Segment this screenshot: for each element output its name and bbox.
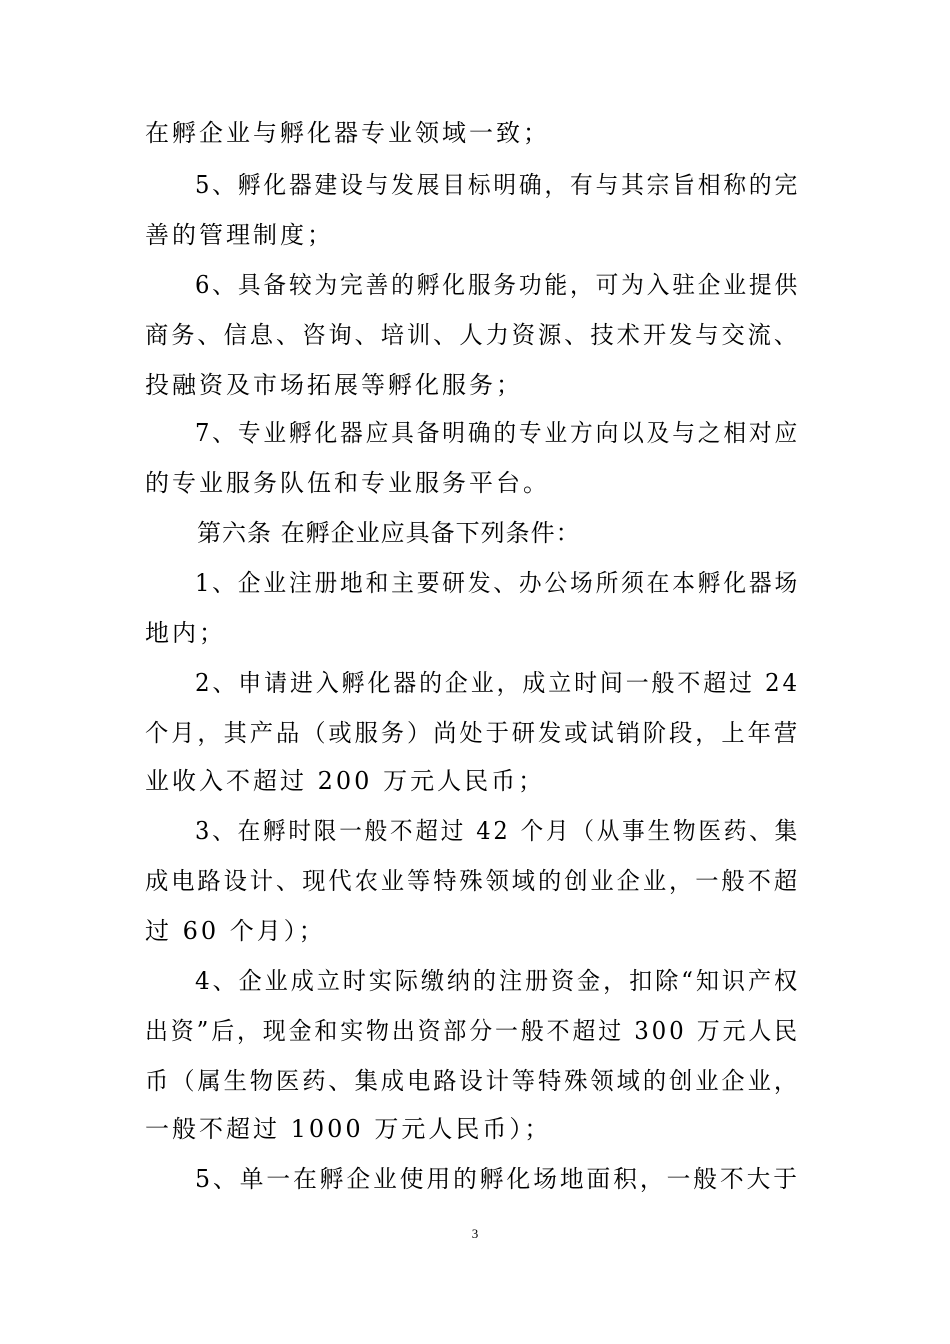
- text-line: 出资”后，现金和实物出资部分一般不超过 300 万元人民: [145, 1017, 800, 1045]
- text-line: 2、申请进入孵化器的企业，成立时间一般不超过 24: [195, 669, 800, 697]
- text-line: 善的管理制度；: [145, 221, 334, 249]
- text-line: 1、企业注册地和主要研发、办公场所须在本孵化器场: [195, 569, 801, 597]
- text-line: 过 60 个月）；: [145, 917, 326, 945]
- text-line: 的专业服务队伍和专业服务平台。: [145, 469, 550, 497]
- text-line: 投融资及市场拓展等孵化服务；: [145, 371, 523, 399]
- text-line: 6、具备较为完善的孵化服务功能，可为入驻企业提供: [195, 271, 801, 299]
- text-line: 在孵企业与孵化器专业领域一致；: [145, 119, 550, 147]
- page-number: 3: [471, 1226, 479, 1241]
- text-line: 币（属生物医药、集成电路设计等特殊领域的创业企业，: [145, 1067, 801, 1095]
- text-line: 个月，其产品（或服务）尚处于研发或试销阶段，上年营: [145, 719, 801, 747]
- text-line: 7、专业孵化器应具备明确的专业方向以及与之相对应: [195, 419, 801, 447]
- text-line: 商务、信息、咨询、培训、人力资源、技术开发与交流、: [145, 321, 801, 349]
- article-heading: 第六条 在孵企业应具备下列条件：: [197, 519, 581, 547]
- text-line: 地内；: [145, 619, 226, 647]
- text-line: 4、企业成立时实际缴纳的注册资金，扣除“知识产权: [195, 967, 801, 995]
- text-line: 3、在孵时限一般不超过 42 个月（从事生物医药、集: [195, 817, 801, 845]
- text-line: 5、单一在孵企业使用的孵化场地面积，一般不大于: [195, 1165, 800, 1193]
- text-line: 成电路设计、现代农业等特殊领域的创业企业，一般不超: [145, 867, 801, 895]
- text-line: 5、孵化器建设与发展目标明确，有与其宗旨相称的完: [195, 171, 801, 199]
- text-line: 业收入不超过 200 万元人民币；: [145, 767, 546, 795]
- text-line: 一般不超过 1000 万元人民币）；: [145, 1115, 552, 1143]
